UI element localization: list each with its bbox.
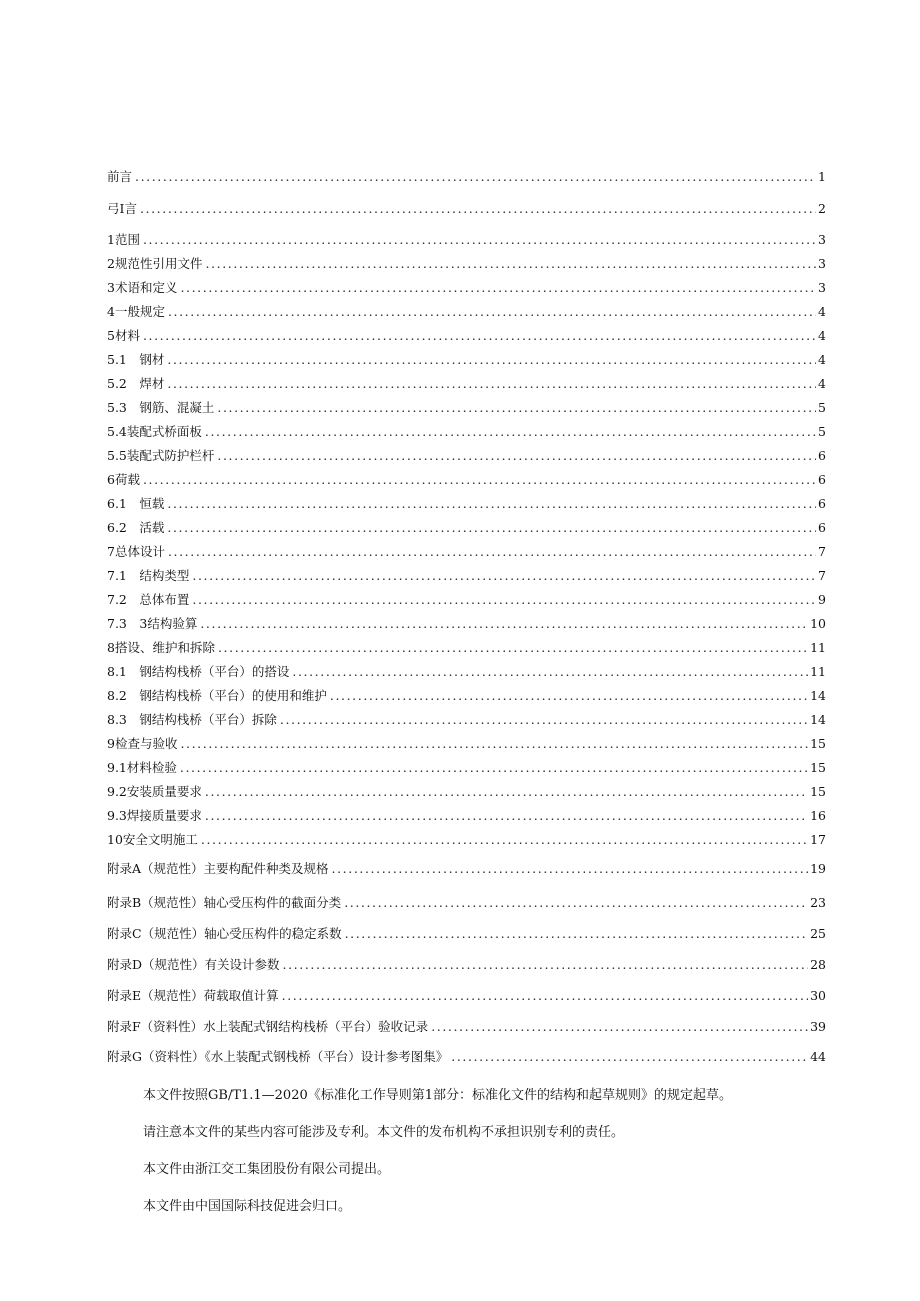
toc-entry[interactable]: [107, 326, 826, 344]
toc-entry-page: 39: [810, 1019, 826, 1034]
toc-leader-dots: [200, 616, 808, 631]
toc-leader-dots: [280, 712, 808, 727]
toc-leader-dots: [431, 1019, 808, 1034]
toc-entry-page: 3: [818, 256, 826, 271]
foreword-notes: [143, 1088, 843, 1236]
foreword-paragraph: 请注意本文件的某些内容可能涉及专利。本文件的发布机构不承担识别专利的责任。: [143, 1125, 625, 1140]
toc-entry[interactable]: [107, 1017, 826, 1035]
toc-leader-dots: [332, 861, 809, 876]
toc-leader-dots: [344, 895, 808, 910]
toc-entry-title: 1范围: [107, 232, 140, 247]
toc-entry[interactable]: [107, 638, 826, 656]
toc-leader-dots: [192, 592, 816, 607]
toc-entry[interactable]: [107, 254, 826, 272]
toc-leader-dots: [180, 280, 816, 295]
toc-leader-dots: [180, 736, 808, 751]
toc-entry[interactable]: [107, 374, 826, 392]
toc-leader-dots: [283, 957, 809, 972]
toc-entry-page: 10: [810, 616, 826, 631]
toc-entry-page: 1: [818, 169, 826, 184]
toc-entry[interactable]: [107, 422, 826, 440]
toc-entry[interactable]: [107, 782, 826, 800]
toc-entry[interactable]: [107, 590, 826, 608]
toc-leader-dots: [143, 328, 816, 343]
toc-entry-title: 5.2 焊材: [107, 376, 165, 391]
toc-leader-dots: [168, 544, 816, 559]
toc-entry[interactable]: [107, 758, 826, 776]
toc-leader-dots: [167, 376, 816, 391]
toc-entry-title: 7.3 3结构验算: [107, 616, 198, 631]
foreword-paragraph: 本文件按照GB/T1.1—2020《标准化工作导则第1部分：标准化文件的结构和起草规则》的规定起草。: [143, 1088, 733, 1103]
toc-entry-page: 7: [818, 544, 826, 559]
toc-entry-page: 15: [810, 736, 826, 751]
toc-leader-dots: [330, 688, 808, 703]
foreword-paragraph: 本文件由浙江交工集团股份有限公司提出。: [143, 1162, 391, 1177]
toc-leader-dots: [135, 169, 816, 184]
toc-entry-page: 4: [818, 328, 826, 343]
toc-entry[interactable]: [107, 955, 826, 973]
toc-entry-title: 10安全文明施工: [107, 832, 198, 847]
toc-leader-dots: [168, 304, 816, 319]
toc-entry-title: 9.2安装质量要求: [107, 784, 202, 799]
toc-entry-page: 7: [818, 568, 826, 583]
toc-entry[interactable]: [107, 566, 826, 584]
toc-leader-dots: [292, 664, 808, 679]
toc-entry-title: 7总体设计: [107, 544, 165, 559]
toc-entry-page: 44: [810, 1049, 826, 1064]
toc-entry-page: 4: [818, 352, 826, 367]
toc-entry-title: 5.4装配式桥面板: [107, 424, 202, 439]
toc-entry[interactable]: [107, 924, 826, 942]
toc-entry-title: 9.1材料检验: [107, 760, 177, 775]
toc-entry[interactable]: [107, 710, 826, 728]
toc-leader-dots: [167, 520, 816, 535]
toc-leader-dots: [143, 232, 816, 247]
toc-entry-title: 弓I言: [107, 201, 137, 216]
toc-entry-page: 17: [810, 832, 826, 847]
toc-entry-page: 14: [810, 712, 826, 727]
toc-entry-title: 9检查与验收: [107, 736, 178, 751]
toc-entry-page: 6: [818, 472, 826, 487]
toc-entry-page: 6: [818, 496, 826, 511]
toc-entry[interactable]: [107, 1047, 826, 1065]
toc-entry[interactable]: [107, 518, 826, 536]
toc-entry-title: 附录B（规范性）轴心受压构件的截面分类: [107, 895, 342, 910]
toc-leader-dots: [192, 568, 816, 583]
toc-entry[interactable]: [107, 986, 826, 1004]
toc-entry[interactable]: [107, 230, 826, 248]
toc-entry-page: 25: [810, 926, 826, 941]
toc-leader-dots: [205, 424, 816, 439]
toc-leader-dots: [205, 784, 808, 799]
toc-leader-dots: [201, 832, 808, 847]
toc-entry-page: 15: [810, 760, 826, 775]
toc-entry-title: 3术语和定义: [107, 280, 178, 295]
toc-entry-page: 3: [818, 280, 826, 295]
toc-entry[interactable]: [107, 542, 826, 560]
toc-entry-page: 3: [818, 232, 826, 247]
toc-entry[interactable]: [107, 614, 826, 632]
toc-entry-title: 5.5装配式防护栏杆: [107, 448, 215, 463]
toc-entry-title: 附录F（资料性）水上装配式钢结构栈桥（平台）验收记录: [107, 1019, 429, 1034]
toc-leader-dots: [205, 808, 808, 823]
toc-entry[interactable]: [107, 734, 826, 752]
toc-leader-dots: [205, 256, 816, 271]
toc-entry-title: 附录D（规范性）有关设计参数: [107, 957, 280, 972]
toc-entry[interactable]: [107, 686, 826, 704]
toc-entry-page: 23: [810, 895, 826, 910]
toc-entry[interactable]: [107, 398, 826, 416]
toc-entry-title: 附录A（规范性）主要构配件种类及规格: [107, 861, 329, 876]
toc-entry-page: 6: [818, 520, 826, 535]
toc-entry[interactable]: [107, 167, 826, 185]
toc-entry[interactable]: [107, 199, 826, 217]
toc-entry-title: 附录C（规范性）轴心受压构件的稳定系数: [107, 926, 342, 941]
toc-entry-page: 4: [818, 376, 826, 391]
toc-entry-page: 4: [818, 304, 826, 319]
toc-leader-dots: [167, 352, 816, 367]
toc-entry-title: 6.2 活载: [107, 520, 165, 535]
toc-entry-title: 8搭设、维护和拆除: [107, 640, 215, 655]
toc-entry[interactable]: [107, 893, 826, 911]
toc-entry-page: 2: [818, 201, 826, 216]
toc-entry-title: 6.1 恒载: [107, 496, 165, 511]
toc-entry-title: 附录G（资料性）《水上装配式钢栈桥（平台）设计参考图集》: [107, 1049, 449, 1064]
toc-entry[interactable]: [107, 278, 826, 296]
toc-leader-dots: [217, 448, 816, 463]
toc-entry-page: 11: [810, 640, 826, 655]
toc-entry-title: 5.3 钢筋、混凝土: [107, 400, 215, 415]
toc-entry-title: 7.2 总体布置: [107, 592, 190, 607]
toc-entry[interactable]: [107, 494, 826, 512]
toc-entry-page: 30: [810, 988, 826, 1003]
toc-entry-page: 11: [810, 664, 826, 679]
toc-entry-title: 8.1 钢结构栈桥（平台）的搭设: [107, 664, 290, 679]
toc-entry[interactable]: [107, 446, 826, 464]
toc-leader-dots: [217, 400, 816, 415]
toc-leader-dots: [451, 1049, 808, 1064]
toc-entry-title: 8.3 钢结构栈桥（平台）拆除: [107, 712, 277, 727]
toc-entry[interactable]: [107, 806, 826, 824]
toc-entry-page: 15: [810, 784, 826, 799]
toc-entry[interactable]: [107, 830, 826, 848]
toc-entry-page: 5: [818, 424, 826, 439]
toc-entry-title: 2规范性引用文件: [107, 256, 203, 271]
toc-entry-title: 附录E（规范性）荷载取值计算: [107, 988, 279, 1003]
toc-leader-dots: [218, 640, 808, 655]
toc-leader-dots: [180, 760, 808, 775]
toc-entry-title: 前言: [107, 169, 133, 184]
toc-leader-dots: [140, 201, 816, 216]
toc-entry[interactable]: [107, 662, 826, 680]
toc-entry-page: 19: [810, 861, 826, 876]
foreword-paragraph: 本文件由中国国际科技促进会归口。: [143, 1199, 352, 1214]
toc-entry-page: 16: [810, 808, 826, 823]
toc-entry-title: 5材料: [107, 328, 140, 343]
toc-entry-page: 5: [818, 400, 826, 415]
toc-leader-dots: [143, 472, 816, 487]
toc-leader-dots: [345, 926, 809, 941]
toc-leader-dots: [282, 988, 808, 1003]
toc-entry-title: 4一般规定: [107, 304, 165, 319]
toc-entry-title: 8.2 钢结构栈桥（平台）的使用和维护: [107, 688, 327, 703]
toc-entry-page: 6: [818, 448, 826, 463]
toc-entry[interactable]: [107, 350, 826, 368]
toc-entry-title: 7.1 结构类型: [107, 568, 190, 583]
toc-entry-title: 9.3焊接质量要求: [107, 808, 202, 823]
toc-entry[interactable]: [107, 302, 826, 320]
toc-entry-title: 5.1 钢材: [107, 352, 165, 367]
toc-entry-page: 14: [810, 688, 826, 703]
toc-entry-page: 28: [810, 957, 826, 972]
toc-entry[interactable]: [107, 470, 826, 488]
toc-leader-dots: [167, 496, 816, 511]
toc-entry-page: 9: [818, 592, 826, 607]
toc-entry[interactable]: [107, 859, 826, 877]
toc-entry-title: 6荷载: [107, 472, 140, 487]
